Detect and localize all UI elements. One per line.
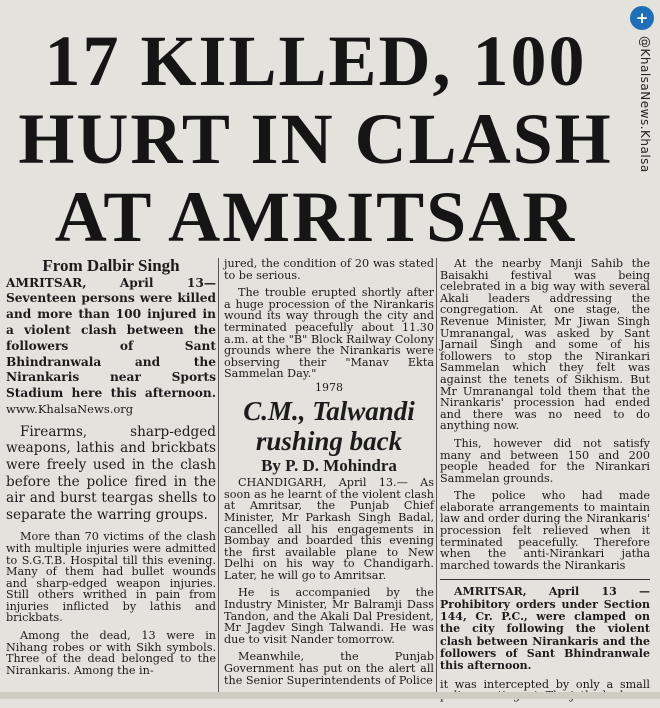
paragraph-dead: Among the dead, 13 were in Nihang robes or with Sikh symbols. Three of the dead belonged to the Nirankaris. Among the in- — [6, 629, 216, 677]
paragraph-police: The police who had made elaborate arrangements to maintain law and order during the Nirankaris' procession felt relieved when it terminated peacefully. Therefore when the anti-Nirankari jatha marched towards the Nirankaris — [440, 489, 650, 572]
paragraph-accompanied: He is accompanied by the Industry Minister, Mr Balramji Dass Tandon, and the Akali Dal President, Mr Jagdev Singh Talwandi. He was due to visit Nander tomorrow. — [224, 586, 434, 646]
column-3 — [440, 258, 650, 708]
paragraph-firearms: Firearms, sharp-edged weapons, lathis and brickbats were freely used in the clash before the police fired in the air and burst teargas shells to separate the warring groups. — [6, 423, 216, 523]
inline-watermark: www.KhalsaNews.org — [6, 401, 134, 416]
paragraph-manji-sahib: At the nearby Manji Sahib the Baisakhi festival was being celebrated in a big way with several Akali leaders addressing the congregation. At one stage, the Revenue Minister, Mr Jiwan Singh Umranangal, was asked by Sant Jarnail Singh and some of his followers to stop the Nirankari Sammelan which they felt was against the tenets of Sikhism. But Mr Umranangal told them that the Nirankaris' procession had ended and there was no need to do anything now. — [440, 257, 650, 433]
prohibitory-orders-box — [440, 579, 650, 672]
headline-line-3: AT AMRITSAR — [54, 177, 577, 257]
lead-paragraph — [6, 276, 216, 418]
dateline: AMRITSAR, April 13 — [6, 275, 204, 290]
column-2 — [224, 258, 434, 692]
paragraph-meanwhile: Meanwhile, the Punjab Government has put on the alert all the Senior Superintendents of Police — [224, 650, 434, 687]
paragraph-trouble: The trouble erupted shortly after a huge procession of the Nirankaris wound its way through the city and terminated peacefully about 11.30 a.m. at the "B" Block Railway Colony grounds where the Nirankaris were observing their "Manav Ekta Sammelan Day." — [224, 286, 434, 381]
column-rule-1 — [218, 258, 219, 694]
byline-dalbir: From Dalbir Singh — [42, 256, 180, 275]
headline-line-2: HURT IN CLASH — [18, 99, 613, 179]
box-text: AMRITSAR, April 13 — Prohibitory orders under Section 144, Cr. P.C., were clamped on the city following the violent clash between Nirankaris and the followers of Sant Bhindranwale this afternoon. — [440, 585, 650, 673]
lead-text: —Seventeen persons were killed and more than 100 injured in a violent clash between the followers of Sant Bhindranwala and the Nirankaris near Sports Stadium here this afternoon. — [6, 275, 216, 401]
column-rule-2 — [436, 258, 437, 694]
paragraph-intercepted: it was intercepted by only a small — [440, 677, 650, 691]
bottom-edge — [0, 692, 660, 699]
headline-line-1: 17 KILLED, 100 — [44, 21, 587, 101]
byline-mohindra: By P. D. Mohindra — [261, 455, 397, 475]
year-label: 1978 — [315, 380, 343, 394]
column-1 — [6, 258, 216, 682]
paragraph-not-satisfy: This, however did not satisfy many and between 150 and 200 people headed for the Nirankari Sammelan grounds. — [440, 436, 650, 485]
paragraph-victims: More than 70 victims of the clash with multiple injuries were admitted to S.G.T.B. Hospital till this evening. Many of them had bullet wounds and sharp-edged weapon injuries. Still others writhed in pain from injuries inflicted by lathis and brickbats. — [6, 530, 216, 625]
plus-badge-icon: + — [630, 6, 654, 30]
paragraph-chandigarh: CHANDIGARH, April 13.— As soon as he learnt of the violent clash at Amritsar, the Punjab Chief Minister, Mr Parkash Singh Badal, cancelled all his engagements in Bombay and boarded this evening the first available plane to New Delhi on his way to Chandigarh. Later, he will go to Amritsar. — [224, 476, 434, 582]
subheadline: C.M., Talwandi rushing back — [243, 395, 415, 456]
vertical-watermark: @KhalsaNews.Khalsa — [638, 36, 652, 173]
paragraph-injured: jured, the condition of 20 was stated to be serious. — [224, 257, 434, 282]
